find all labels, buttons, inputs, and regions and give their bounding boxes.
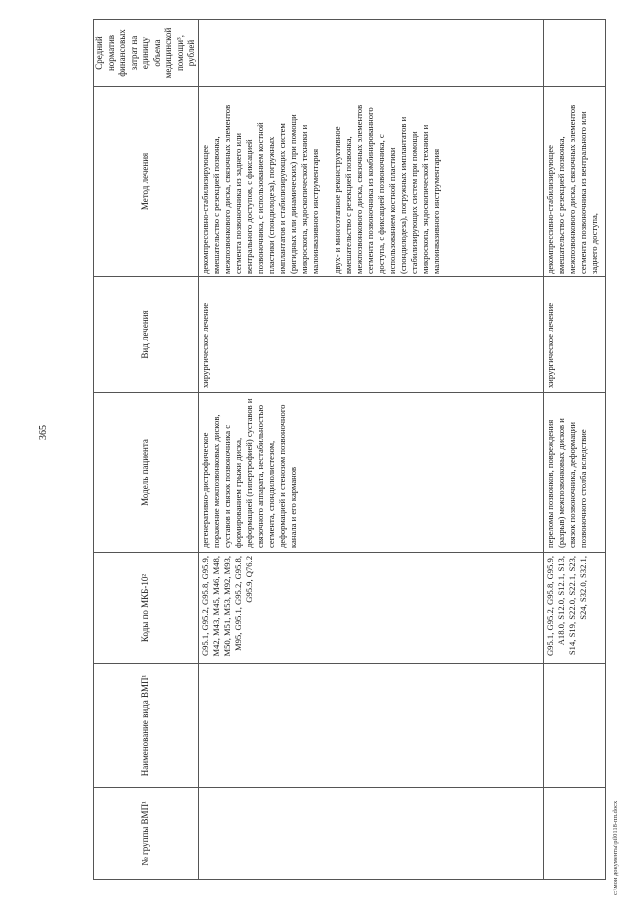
header-avg-cost: Средний норматив финансовых затрат на единицу объема медицинской помощи³, рублей xyxy=(94,20,199,87)
cell-group-no xyxy=(543,788,605,880)
cell-treatment-method xyxy=(543,87,605,277)
header-icd-codes: Коды по МКБ-10² xyxy=(94,553,199,664)
cell-treatment-method xyxy=(198,87,543,277)
rotated-table-area xyxy=(93,20,599,880)
cell-patient-model xyxy=(198,393,543,553)
table-row xyxy=(198,20,543,880)
header-treatment-type: Вид лечения xyxy=(94,277,199,393)
cell-treatment-type xyxy=(543,277,605,393)
page-number: 365 xyxy=(38,425,49,440)
treatment-type-text: хирургическое лечение xyxy=(544,302,555,388)
patient-model-text: переломы позвонков, повреждения (разрыв) межпозвонковых дисков и связок позвоночника, деформации позвоночного столба вследствие xyxy=(544,418,588,548)
cell-avg-cost xyxy=(543,20,605,87)
treatment-method-2: двух- и многоэтапное реконструктивное вмешательство с резекцией позвонка, межпозвонкового диска, связочных элементов сегмента позвоночника из комбинированного доступа, с фиксацией позвоночника, с использованием костной пластики (спондилодеза), погружных имплантатов и стабилизирующих систем при помощи микроскопа, эндоскопической техники и малоинвазивного инструментария xyxy=(331,104,441,274)
table-row xyxy=(543,20,605,880)
treatment-method-1: декомпрессивно-стабилизирующее вмешательство с резекцией позвонка, межпозвонкового диска, связочных элементов сегмента позвоночника из заднего или вентрального доступов, с фиксацией позвоночника, с использованием костной пластики (спондилодеза), погружных имплантатов и стабилизирующих систем (ригидных или динамических) при помощи микроскопа, эндоскопической техники и малоинвазивного инструментария xyxy=(199,104,320,274)
icd-codes-text: G95.1, G95.2, G95.8, G95.9, A18.0, S12.0, S12.1, S13, S14, S19, S22.0, S22.1, S23, S24, S32.0, S32.1, xyxy=(544,556,588,657)
cell-patient-model xyxy=(543,393,605,553)
footer-file-path: c:\мои документы\pil0118-пп.docx xyxy=(612,800,619,895)
header-group-no: № группы ВМП¹ xyxy=(94,788,199,880)
treatment-type-text: хирургическое лечение xyxy=(199,302,210,388)
table-header-row xyxy=(94,20,199,880)
patient-model-text: дегенеративно-дистрофическое поражение межпозвонковых дисков, суставов и связок позвоночника с формированием грыжи диска, деформацией (гипертрофией) суставов и связочного аппарата, нестабильностью сегмента, спондилолистезом, деформацией и стенозом позвоночного канала и его карманов xyxy=(199,398,298,548)
vmp-table xyxy=(93,19,606,880)
header-treatment-method: Метод лечения xyxy=(94,87,199,277)
cell-icd-codes xyxy=(543,553,605,664)
cell-vmp-name xyxy=(543,664,605,788)
cell-icd-codes xyxy=(198,553,543,664)
icd-codes-text: G95.1, G95.2, G95.8, G95.9, M42, M43, M45, M46, M48, M50, M51, M53, M92, M93, M95, G95.1, G95.2, G95.8, G95.9, Q76.2 xyxy=(199,556,254,657)
treatment-method-1: декомпрессивно-стабилизирующее вмешательство с резекцией позвонка, межпозвонкового диска, связочных элементов сегмента позвоночника из вентрального или заднего доступа, xyxy=(544,104,599,274)
header-patient-model: Модель пациента xyxy=(94,393,199,553)
cell-avg-cost xyxy=(198,20,543,87)
header-vmp-name: Наименование вида ВМП¹ xyxy=(94,664,199,788)
cell-treatment-type xyxy=(198,277,543,393)
cell-group-no xyxy=(198,788,543,880)
cell-vmp-name xyxy=(198,664,543,788)
